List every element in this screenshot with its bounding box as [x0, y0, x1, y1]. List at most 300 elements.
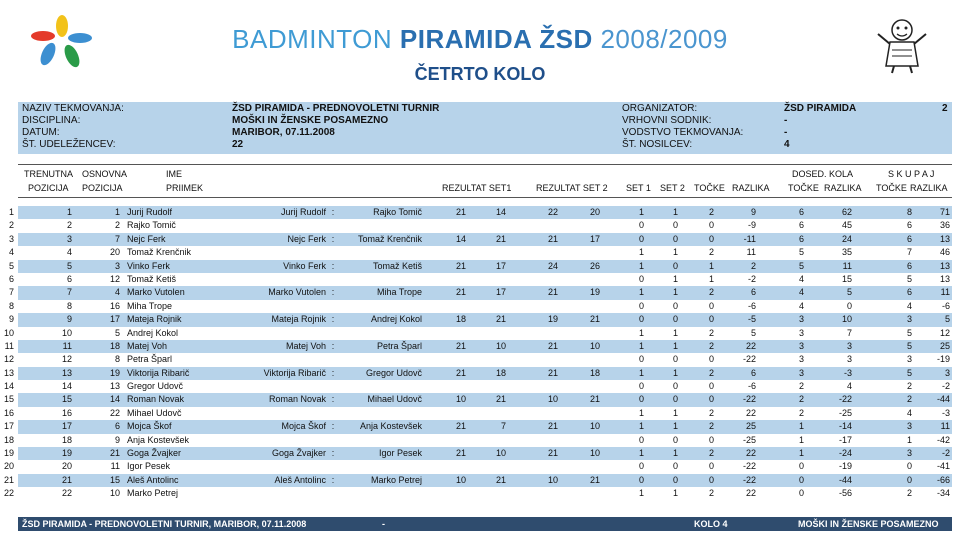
- cell-name: Marko Petrej: [127, 488, 179, 499]
- cell-set1: 0: [638, 474, 644, 485]
- cell-dr: 3: [846, 354, 852, 365]
- cell-set2: 0: [672, 314, 678, 325]
- cell-name: Goga Žvajker: [127, 448, 182, 459]
- header-dosed-kola: DOSED. KOLA: [792, 169, 854, 179]
- cell-n: 17: [3, 421, 14, 432]
- cell-set1: 1: [638, 287, 644, 298]
- cell-razlika: 22: [745, 407, 756, 418]
- table-row: [0, 327, 960, 340]
- info-label: VRHOVNI SODNIK:: [622, 115, 712, 126]
- cell-tocke: 0: [708, 354, 714, 365]
- page-title: [0, 24, 960, 55]
- cell-set1: 0: [638, 461, 644, 472]
- cell-s2a: 21: [547, 367, 558, 378]
- cell-cur: 11: [62, 340, 72, 351]
- info-label: ORGANIZATOR:: [622, 103, 698, 114]
- cell-p1: Mateja Rojnik: [271, 314, 326, 325]
- cell-n: 1: [8, 207, 14, 217]
- table-row: [0, 420, 960, 433]
- cell-p2: Marko Petrej: [370, 474, 422, 485]
- cell-st: 0: [906, 474, 912, 485]
- cell-base: 11: [110, 461, 120, 472]
- cell-dr: -3: [843, 367, 852, 378]
- cell-sr: -41: [936, 461, 950, 472]
- cell-tocke: 0: [708, 394, 714, 405]
- cell-s1a: 21: [455, 287, 466, 298]
- cell-razlika: 22: [745, 488, 756, 499]
- cell-set1: 0: [638, 354, 644, 365]
- cell-razlika: -6: [747, 300, 756, 311]
- header-rezultat-set2: REZULTAT SET 2: [536, 183, 608, 193]
- cell-set1: 1: [638, 327, 644, 338]
- cell-s2b: 26: [589, 260, 600, 271]
- cell-set1: 1: [638, 207, 644, 217]
- cell-dt: 5: [798, 260, 804, 271]
- info-label: DISCIPLINA:: [22, 115, 81, 126]
- cell-set2: 1: [672, 247, 678, 258]
- cell-s2a: 21: [547, 448, 558, 459]
- cell-name: Gregor Udovč: [127, 381, 184, 392]
- cell-p1: Viktorija Ribarič: [263, 367, 326, 378]
- cell-p1: Goga Žvajker: [271, 448, 326, 459]
- cell-p1: Jurij Rudolf: [280, 207, 326, 217]
- header-tocke: TOČKE: [694, 183, 725, 193]
- cell-cur: 8: [66, 300, 72, 311]
- cell-s1a: 21: [455, 207, 466, 217]
- cell-s2a: 19: [547, 314, 558, 325]
- cell-set1: 1: [638, 448, 644, 459]
- cell-n: 14: [3, 381, 14, 392]
- cell-tocke: 2: [708, 367, 714, 378]
- table-row: [0, 246, 960, 259]
- cell-name: Anja Kostevšek: [127, 434, 190, 445]
- cell-dt: 4: [798, 300, 804, 311]
- cell-cur: 5: [66, 260, 72, 271]
- cell-set1: 1: [638, 421, 644, 432]
- cell-base: 5: [114, 327, 120, 338]
- cell-p1: Nejc Ferk: [287, 233, 326, 244]
- cell-razlika: 11: [746, 247, 756, 258]
- cell-dr: 4: [846, 381, 852, 392]
- cell-p1: Mojca Škof: [281, 421, 326, 432]
- cell-tocke: 0: [708, 461, 714, 472]
- cell-s1a: 10: [455, 474, 466, 485]
- cell-n: 4: [8, 247, 14, 258]
- cell-dt: 2: [798, 394, 804, 405]
- cell-name: Aleš Antolinc: [127, 474, 179, 485]
- cell-set1: 0: [638, 314, 644, 325]
- cell-s2b: 10: [589, 421, 600, 432]
- cell-p2: Mihael Udovč: [367, 394, 422, 405]
- header-ime: IME: [166, 169, 183, 179]
- cell-p1: Roman Novak: [268, 394, 326, 405]
- page-number: 2: [942, 103, 948, 114]
- page-subtitle: ČETRTO KOLO: [414, 64, 546, 84]
- cell-sr: -6: [941, 300, 950, 311]
- cell-name: Miha Trope: [127, 300, 173, 311]
- cell-st: 3: [906, 421, 912, 432]
- cell-st: 5: [906, 340, 912, 351]
- cell-sep: :: [331, 233, 335, 244]
- cell-st: 3: [906, 354, 912, 365]
- cell-dt: 5: [798, 247, 804, 258]
- cell-cur: 13: [61, 367, 72, 378]
- table-row: [0, 460, 960, 473]
- cell-dr: 5: [846, 287, 852, 298]
- cell-st: 6: [906, 260, 912, 271]
- table-row: [0, 474, 960, 487]
- cell-sr: -2: [941, 381, 950, 392]
- info-value: 22: [232, 139, 244, 150]
- cell-sr: 36: [939, 220, 950, 231]
- header-osnovna: OSNOVNA: [82, 169, 128, 179]
- cell-razlika: -22: [742, 474, 756, 485]
- cell-tocke: 0: [708, 474, 714, 485]
- header-skupaj-tocke: TOČKE: [876, 183, 907, 193]
- cell-cur: 22: [61, 488, 72, 499]
- cell-cur: 10: [61, 327, 72, 338]
- cell-s1a: 10: [455, 394, 466, 405]
- cell-cur: 19: [61, 448, 72, 459]
- cell-st: 8: [906, 207, 912, 217]
- title-part2: PIRAMIDA ŽSD: [399, 24, 593, 54]
- cell-sr: -44: [936, 394, 950, 405]
- cell-razlika: 5: [750, 327, 756, 338]
- cell-base: 22: [109, 407, 120, 418]
- cell-p2: Anja Kostevšek: [359, 421, 422, 432]
- cell-razlika: 22: [745, 340, 756, 351]
- cell-dt: 4: [798, 273, 804, 284]
- cell-set1: 1: [638, 407, 644, 418]
- cell-dr: 11: [842, 260, 852, 271]
- cell-st: 5: [906, 367, 912, 378]
- cell-tocke: 0: [708, 314, 714, 325]
- cell-s2a: 21: [547, 287, 558, 298]
- cell-dr: 15: [841, 273, 852, 284]
- cell-base: 2: [114, 220, 120, 231]
- table-row: [0, 206, 960, 219]
- cell-dt: 2: [798, 381, 804, 392]
- table-row: [0, 407, 960, 420]
- cell-set2: 1: [672, 287, 678, 298]
- cell-p2: Petra Šparl: [376, 340, 422, 351]
- cell-sr: -34: [936, 488, 950, 499]
- table-row: [0, 219, 960, 232]
- cell-set1: 0: [638, 300, 644, 311]
- cell-n: 5: [8, 260, 14, 271]
- table-row: [0, 434, 960, 447]
- cell-set2: 0: [672, 474, 678, 485]
- cell-set2: 0: [672, 220, 678, 231]
- cell-sr: 3: [944, 367, 950, 378]
- cell-sep: :: [331, 260, 335, 271]
- cell-p2: Miha Trope: [376, 287, 422, 298]
- cell-set2: 0: [672, 354, 678, 365]
- cell-dt: 0: [798, 474, 804, 485]
- cell-razlika: 22: [745, 448, 756, 459]
- tournament-info: [18, 102, 952, 154]
- cell-tocke: 0: [708, 300, 714, 311]
- cell-name: Vinko Ferk: [127, 260, 170, 271]
- cell-p2: Andrej Kokol: [370, 314, 422, 325]
- cell-s1b: 10: [495, 340, 506, 351]
- cell-razlika: 6: [750, 367, 756, 378]
- cell-razlika: -6: [747, 381, 756, 392]
- cell-razlika: -11: [743, 233, 756, 244]
- table-row: [0, 353, 960, 366]
- cell-dt: 1: [798, 421, 804, 432]
- cell-st: 7: [906, 247, 912, 258]
- cell-razlika: -9: [747, 220, 756, 231]
- cell-dt: 0: [798, 488, 804, 499]
- cell-sep: :: [331, 474, 335, 485]
- table-row: [0, 313, 960, 326]
- table-row: [0, 340, 960, 353]
- cell-set1: 0: [638, 394, 644, 405]
- cell-base: 1: [114, 207, 120, 217]
- cell-set2: 0: [672, 434, 678, 445]
- cell-dt: 2: [798, 407, 804, 418]
- cell-base: 13: [109, 381, 120, 392]
- cell-dr: 7: [846, 327, 852, 338]
- cell-st: 5: [906, 327, 912, 338]
- cell-dr: -44: [838, 474, 852, 485]
- cell-tocke: 2: [708, 207, 714, 217]
- cell-name: Mateja Rojnik: [127, 314, 182, 325]
- cell-s2a: 21: [547, 233, 558, 244]
- cell-n: 2: [8, 220, 14, 231]
- cell-s2a: 21: [547, 340, 558, 351]
- cell-dt: 3: [798, 327, 804, 338]
- table-row: [0, 393, 960, 406]
- cell-p1: Aleš Antolinc: [274, 474, 326, 485]
- cell-dr: 10: [841, 314, 852, 325]
- cell-set1: 0: [638, 434, 644, 445]
- cell-name: Andrej Kokol: [127, 327, 179, 338]
- cell-set2: 1: [672, 273, 678, 284]
- info-label: ŠT. UDELEŽENCEV:: [22, 139, 116, 150]
- cell-s1a: 21: [455, 340, 466, 351]
- cell-s1b: 7: [500, 421, 506, 432]
- cell-set1: 0: [638, 381, 644, 392]
- cell-set2: 1: [672, 448, 678, 459]
- cell-dt: 4: [798, 287, 804, 298]
- cell-st: 2: [906, 381, 912, 392]
- cell-s2b: 19: [589, 287, 600, 298]
- cell-s1a: 21: [455, 448, 466, 459]
- info-label: VODSTVO TEKMOVANJA:: [622, 127, 744, 138]
- table-row: [0, 300, 960, 313]
- cell-name: Tomaž Krenčnik: [127, 247, 192, 258]
- cell-n: 22: [3, 488, 14, 499]
- cell-sr: 5: [944, 314, 950, 325]
- cell-name: Matej Voh: [127, 340, 168, 351]
- cell-sep: :: [331, 421, 335, 432]
- cell-base: 20: [109, 247, 120, 258]
- cell-st: 4: [906, 407, 912, 418]
- header-dosed-tocke: TOČKE: [788, 183, 819, 193]
- cell-n: 6: [8, 273, 14, 284]
- cell-s2b: 10: [589, 448, 600, 459]
- cell-cur: 16: [61, 407, 72, 418]
- cell-dr: 62: [841, 207, 852, 217]
- cell-n: 20: [3, 461, 14, 472]
- cell-st: 1: [906, 434, 912, 445]
- cell-s1a: 14: [455, 233, 466, 244]
- info-label: ŠT. NOSILCEV:: [622, 139, 693, 150]
- cell-dr: 3: [846, 340, 852, 351]
- info-label: NAZIV TEKMOVANJA:: [22, 103, 124, 114]
- title-part1: BADMINTON: [232, 24, 393, 54]
- header-rezultat-set1: REZULTAT SET1: [442, 183, 512, 193]
- cell-n: 7: [8, 287, 14, 298]
- cell-razlika: 6: [750, 287, 756, 298]
- cell-tocke: 2: [708, 407, 714, 418]
- cell-set1: 0: [638, 220, 644, 231]
- table-row: [0, 233, 960, 246]
- cell-s1b: 17: [495, 287, 506, 298]
- cell-base: 6: [114, 421, 120, 432]
- cell-dt: 3: [798, 314, 804, 325]
- cell-p2: Gregor Udovč: [365, 367, 422, 378]
- cell-dr: -56: [838, 488, 852, 499]
- cell-base: 17: [109, 314, 120, 325]
- cell-cur: 14: [61, 381, 72, 392]
- cell-p2: Rajko Tomič: [373, 207, 422, 217]
- cell-base: 19: [109, 367, 120, 378]
- cell-sr: -19: [936, 354, 950, 365]
- info-value: 4: [784, 139, 790, 150]
- cell-name: Petra Šparl: [127, 354, 173, 365]
- cell-s2b: 10: [589, 340, 600, 351]
- cell-base: 21: [109, 448, 120, 459]
- cell-set2: 0: [672, 461, 678, 472]
- cell-sr: 11: [940, 421, 950, 432]
- cell-base: 7: [114, 233, 120, 244]
- cell-set2: 0: [672, 394, 678, 405]
- cell-dr: -14: [838, 421, 852, 432]
- cell-s1b: 21: [495, 474, 506, 485]
- results-table: [0, 206, 960, 501]
- cell-sr: 25: [939, 340, 950, 351]
- cell-dr: -24: [838, 448, 852, 459]
- cell-razlika: -22: [742, 354, 756, 365]
- cell-base: 9: [114, 434, 120, 445]
- info-value: -: [784, 115, 788, 126]
- cell-sep: :: [331, 394, 335, 405]
- cell-razlika: -22: [742, 461, 756, 472]
- cell-s2a: 24: [547, 260, 558, 271]
- cell-dt: 6: [798, 207, 804, 217]
- cell-s2a: 21: [547, 421, 558, 432]
- cell-tocke: 0: [708, 220, 714, 231]
- cell-sep: :: [331, 207, 335, 217]
- cell-cur: 9: [66, 314, 72, 325]
- cell-sr: 13: [939, 233, 950, 244]
- cell-s1a: 21: [455, 367, 466, 378]
- cell-p1: Vinko Ferk: [283, 260, 326, 271]
- cell-name: Viktorija Ribarič: [127, 367, 190, 378]
- cell-sr: 13: [939, 273, 950, 284]
- info-label: DATUM:: [22, 127, 60, 138]
- cell-set1: 1: [638, 260, 644, 271]
- cell-s2b: 21: [589, 474, 600, 485]
- cell-razlika: -2: [747, 273, 756, 284]
- cell-set2: 1: [672, 340, 678, 351]
- cell-sr: 46: [939, 247, 950, 258]
- info-value: ŽSD PIRAMIDA: [784, 103, 857, 114]
- cell-sep: :: [331, 314, 335, 325]
- cell-tocke: 2: [708, 448, 714, 459]
- cell-s2b: 17: [589, 233, 600, 244]
- cell-s1b: 17: [495, 260, 506, 271]
- cell-s2b: 18: [589, 367, 600, 378]
- cell-dt: 3: [798, 340, 804, 351]
- cell-s2a: 10: [547, 394, 558, 405]
- cell-dt: 6: [798, 233, 804, 244]
- cell-p2: Igor Pesek: [378, 448, 422, 459]
- cell-st: 4: [906, 300, 912, 311]
- cell-name: Mojca Škof: [127, 421, 172, 432]
- cell-dt: 0: [798, 461, 804, 472]
- cell-set1: 0: [638, 233, 644, 244]
- cell-n: 13: [3, 367, 14, 378]
- cell-n: 21: [3, 474, 14, 485]
- cell-set2: 0: [672, 381, 678, 392]
- cell-razlika: 25: [745, 421, 756, 432]
- footer-dash: -: [382, 519, 385, 529]
- cell-tocke: 2: [708, 327, 714, 338]
- cell-tocke: 1: [708, 260, 714, 271]
- cell-base: 10: [109, 488, 120, 499]
- cell-name: Marko Vutolen: [127, 287, 185, 298]
- cell-cur: 2: [66, 220, 72, 231]
- cell-st: 2: [906, 488, 912, 499]
- header-trenutna: TRENUTNA: [24, 169, 73, 179]
- cell-base: 18: [109, 340, 120, 351]
- cell-st: 5: [906, 273, 912, 284]
- cell-n: 3: [8, 233, 14, 244]
- cell-dr: 24: [841, 233, 852, 244]
- cell-p1: Marko Vutolen: [268, 287, 326, 298]
- header-set2: SET 2: [660, 183, 685, 193]
- info-value: MARIBOR, 07.11.2008: [232, 127, 335, 138]
- cell-set2: 1: [672, 327, 678, 338]
- cell-dt: 6: [798, 220, 804, 231]
- cell-set2: 1: [672, 207, 678, 217]
- cell-p1: Matej Voh: [285, 340, 326, 351]
- cell-tocke: 1: [708, 273, 714, 284]
- cell-set2: 0: [672, 233, 678, 244]
- cell-set1: 1: [638, 367, 644, 378]
- cell-sr: -3: [941, 407, 950, 418]
- info-value: ŽSD PIRAMIDA - PREDNOVOLETNI TURNIR: [232, 103, 440, 114]
- cell-n: 11: [4, 340, 14, 351]
- info-value: -: [784, 127, 788, 138]
- cell-st: 6: [906, 287, 912, 298]
- header-pozicija: POZICIJA: [82, 183, 123, 193]
- footer-bar: [18, 517, 952, 531]
- cell-s2b: 21: [589, 394, 600, 405]
- header-razlika: RAZLIKA: [732, 183, 770, 193]
- footer-right: MOŠKI IN ŽENSKE POSAMEZNO: [798, 519, 939, 529]
- cell-sr: -2: [941, 448, 950, 459]
- cell-n: 12: [3, 354, 14, 365]
- cell-razlika: -5: [747, 314, 756, 325]
- title-part3: 2008/2009: [600, 24, 728, 54]
- cell-cur: 17: [61, 421, 72, 432]
- cell-cur: 1: [66, 207, 72, 217]
